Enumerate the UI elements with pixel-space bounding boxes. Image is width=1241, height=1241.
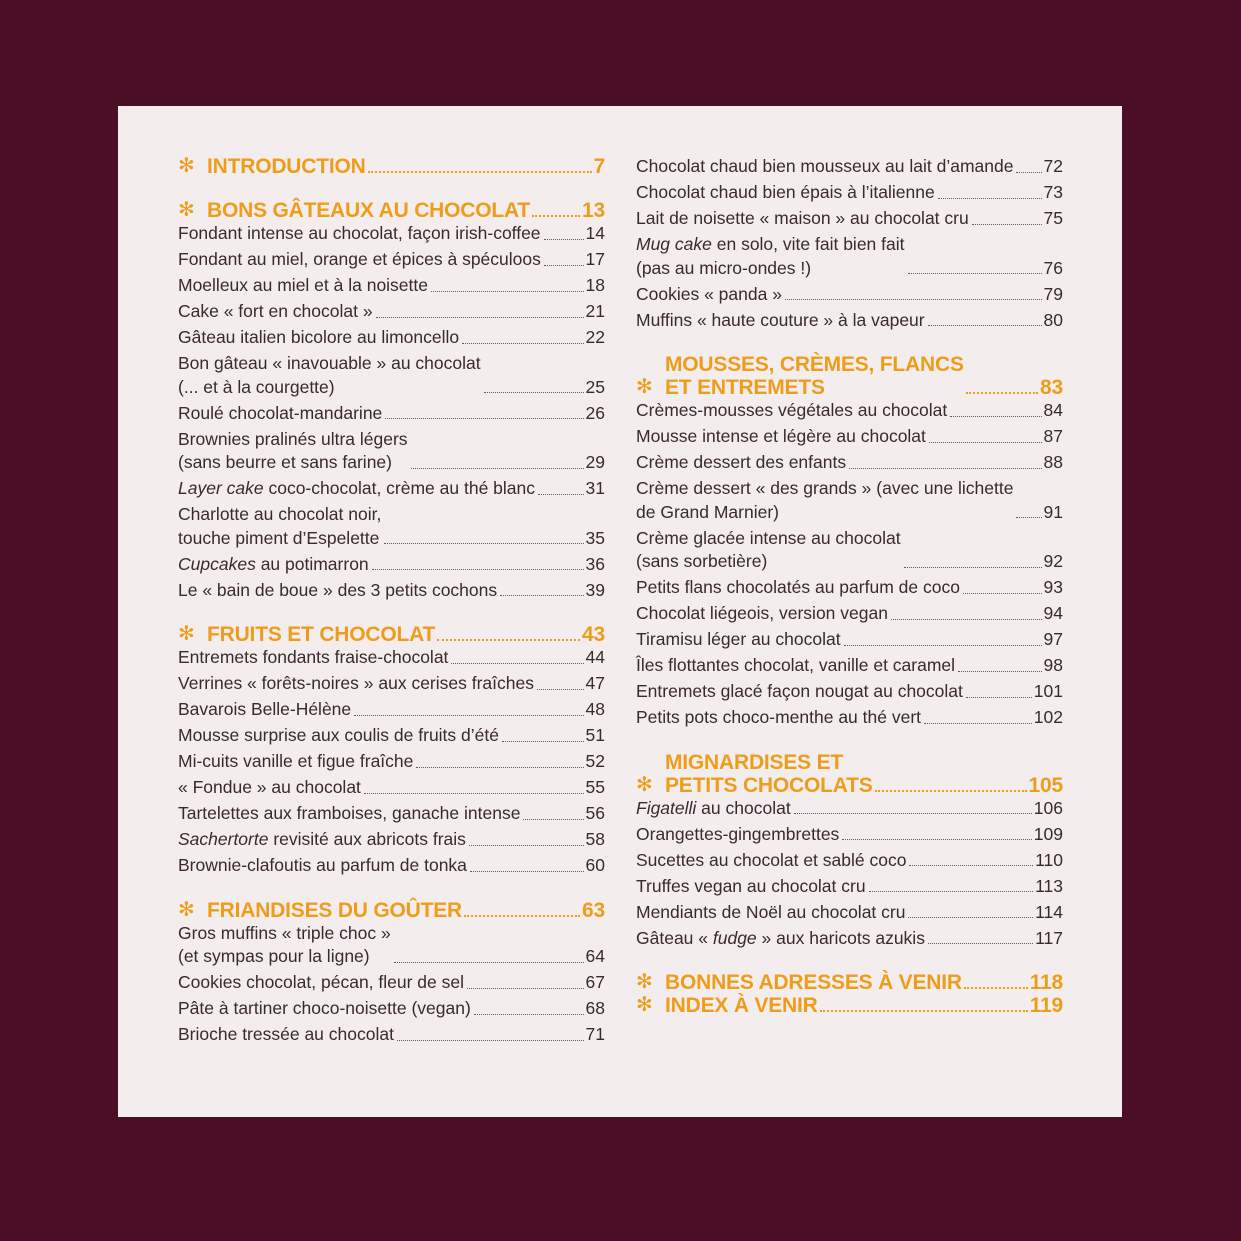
entry-label-text: Gâteau italien bicolore au limoncello bbox=[178, 327, 460, 347]
entry-label bbox=[178, 248, 541, 272]
entry-page-number: 68 bbox=[585, 998, 605, 1018]
entry-page-number: 36 bbox=[585, 553, 605, 574]
toc-entry[interactable] bbox=[178, 553, 605, 577]
section-page-number: 83 bbox=[1040, 376, 1063, 399]
entry-page-number: 94 bbox=[1043, 603, 1063, 623]
entry-label bbox=[636, 602, 888, 626]
dot-leader bbox=[394, 962, 584, 963]
entry-page-number: 110 bbox=[1035, 849, 1063, 870]
dot-leader bbox=[904, 567, 1042, 568]
dot-leader bbox=[972, 224, 1042, 225]
entry-label-text: Crème dessert « des grands » (avec une lichette de Grand Marnier) bbox=[636, 478, 1014, 522]
toc-entry[interactable] bbox=[178, 428, 605, 475]
entry-label-text: Bavarois Belle-Hélène bbox=[178, 699, 352, 719]
toc-entry[interactable] bbox=[178, 698, 605, 722]
toc-entry[interactable] bbox=[636, 797, 1063, 821]
dot-leader bbox=[794, 813, 1032, 814]
entry-label bbox=[636, 706, 921, 730]
section-title: MOUSSES, CRÈMES, FLANCS ET ENTREMETS bbox=[665, 353, 964, 399]
dot-leader bbox=[909, 865, 1033, 866]
toc-entry[interactable] bbox=[178, 1023, 605, 1047]
entry-label bbox=[636, 451, 846, 475]
toc-right-column bbox=[636, 155, 1063, 1038]
entry-page-number: 18 bbox=[585, 275, 605, 295]
dot-leader bbox=[484, 392, 584, 393]
entry-label-text: Crème glacée intense au chocolat (sans sorbetière) bbox=[636, 527, 901, 571]
entry-label-text: Verrines « forêts-noires » aux cerises fraîches bbox=[178, 673, 534, 693]
section-page-number: 105 bbox=[1028, 773, 1063, 797]
section-heading[interactable] bbox=[636, 353, 1063, 399]
entry-label bbox=[178, 579, 497, 603]
entry-page-number: 113 bbox=[1035, 875, 1063, 896]
toc-entry[interactable] bbox=[636, 823, 1063, 847]
dot-leader bbox=[470, 871, 584, 872]
entry-page-number: 56 bbox=[585, 803, 605, 823]
entry-label-text: Entremets glacé façon nougat au chocolat bbox=[636, 681, 963, 701]
toc-section bbox=[178, 899, 605, 1047]
toc-entry[interactable] bbox=[636, 654, 1063, 678]
entry-label-text: au chocolat bbox=[696, 797, 791, 818]
entry-label-text: Pâte à tartiner choco-noisette (vegan) bbox=[178, 998, 471, 1018]
entry-label bbox=[178, 477, 535, 501]
toc-entry[interactable] bbox=[636, 233, 1063, 280]
dot-leader bbox=[966, 697, 1032, 698]
entry-page-number: 91 bbox=[1043, 501, 1063, 522]
asterisk-icon: ✻ bbox=[178, 623, 195, 645]
toc-entry[interactable] bbox=[178, 854, 605, 878]
entry-label bbox=[178, 672, 534, 696]
toc-entry[interactable] bbox=[178, 802, 605, 826]
entry-label-text: Charlotte au chocolat noir, touche piment d’Espelette bbox=[178, 504, 382, 548]
entry-label bbox=[636, 207, 969, 231]
dot-leader bbox=[908, 917, 1033, 918]
asterisk-icon: ✻ bbox=[636, 994, 653, 1016]
entry-label-text: Îles flottantes chocolat, vanille et caramel bbox=[636, 655, 956, 675]
toc-entry[interactable] bbox=[178, 402, 605, 426]
entry-label-text: Bon gâteau « inavouable » au chocolat (... et à la courgette) bbox=[178, 353, 481, 397]
entry-label-text: Brownies pralinés ultra légers (sans beurre et sans farine) bbox=[178, 428, 408, 472]
dot-leader bbox=[958, 671, 1041, 672]
entry-label bbox=[178, 402, 382, 426]
entry-page-number: 31 bbox=[585, 478, 605, 498]
entry-page-number: 98 bbox=[1043, 655, 1063, 675]
entry-label-text: Cookies « panda » bbox=[636, 283, 782, 304]
entry-label-italic: Sachertorte bbox=[178, 829, 269, 849]
dot-leader bbox=[849, 468, 1041, 469]
asterisk-icon: ✻ bbox=[178, 199, 195, 221]
section-heading[interactable] bbox=[178, 155, 605, 178]
dot-leader bbox=[929, 442, 1042, 443]
entry-page-number: 80 bbox=[1043, 309, 1063, 330]
entry-label bbox=[178, 750, 413, 774]
dot-leader bbox=[950, 416, 1041, 417]
entry-label-text: au potimarron bbox=[255, 553, 369, 574]
dot-leader bbox=[1016, 172, 1041, 173]
entry-label bbox=[636, 477, 1013, 524]
toc-entry[interactable] bbox=[636, 628, 1063, 652]
entry-label-text: Orangettes-gingembrettes bbox=[636, 823, 840, 844]
dot-leader bbox=[376, 317, 584, 318]
toc-entry[interactable] bbox=[636, 875, 1063, 899]
toc-section bbox=[178, 623, 605, 878]
toc-entry[interactable] bbox=[178, 750, 605, 774]
entry-label-text: Le « bain de boue » des 3 petits cochons bbox=[178, 579, 498, 600]
entry-label-text: « Fondue » au chocolat bbox=[178, 777, 361, 797]
entry-label bbox=[636, 901, 905, 925]
asterisk-icon: ✻ bbox=[636, 773, 653, 796]
section-page-number: 119 bbox=[1029, 994, 1063, 1017]
section-title: FRIANDISES DU GOÛTER bbox=[207, 898, 463, 922]
entry-label-text: Petits pots choco-menthe au thé vert bbox=[636, 707, 922, 727]
dot-leader bbox=[844, 645, 1042, 646]
dot-leader bbox=[502, 741, 584, 742]
toc-entry[interactable] bbox=[178, 300, 605, 324]
entry-label bbox=[178, 724, 499, 748]
toc-entry[interactable] bbox=[178, 922, 605, 969]
dot-leader bbox=[963, 593, 1042, 594]
dot-leader bbox=[785, 299, 1042, 300]
section-heading[interactable] bbox=[636, 751, 1063, 797]
entry-label-text: Entremets fondants fraise-chocolat bbox=[178, 647, 449, 667]
entry-label-text: Petits flans chocolatés au parfum de coco bbox=[636, 577, 960, 597]
entry-label bbox=[178, 1023, 394, 1047]
entry-label-text: en solo, vite fait bien fait (pas au micro-ondes !) bbox=[636, 234, 905, 278]
section-page-number: 63 bbox=[582, 898, 605, 922]
section-page-number: 7 bbox=[593, 155, 605, 178]
section-title: INTRODUCTION bbox=[207, 155, 366, 178]
entry-label bbox=[636, 927, 925, 951]
entry-page-number: 97 bbox=[1043, 629, 1063, 649]
toc-entry[interactable] bbox=[178, 248, 605, 272]
entry-page-number: 51 bbox=[585, 725, 605, 745]
entry-label-text: Cake « fort en chocolat » bbox=[178, 301, 373, 321]
entry-page-number: 71 bbox=[585, 1024, 605, 1044]
dot-leader bbox=[437, 639, 580, 641]
section-page-number: 13 bbox=[582, 199, 605, 222]
toc-entry[interactable] bbox=[636, 576, 1063, 600]
entry-label bbox=[178, 274, 428, 298]
entry-label-text: coco-chocolat, crème au thé blanc bbox=[263, 478, 536, 498]
toc-entry[interactable] bbox=[636, 706, 1063, 730]
entry-label-text: Muffins « haute couture » à la vapeur bbox=[636, 309, 925, 330]
dot-leader bbox=[397, 1040, 584, 1041]
dot-leader bbox=[431, 291, 584, 292]
entry-page-number: 55 bbox=[585, 777, 605, 797]
entry-page-number: 92 bbox=[1043, 551, 1063, 571]
section-page-number: 43 bbox=[582, 623, 605, 646]
section-heading[interactable] bbox=[178, 899, 605, 922]
toc-entry[interactable] bbox=[178, 326, 605, 350]
toc-entry[interactable] bbox=[178, 579, 605, 603]
entry-page-number: 44 bbox=[585, 647, 605, 667]
toc-entry[interactable] bbox=[178, 352, 605, 399]
entry-label bbox=[178, 300, 373, 324]
toc-entry[interactable] bbox=[636, 309, 1063, 333]
entry-label-text: Crème dessert des enfants bbox=[636, 452, 847, 472]
dot-leader bbox=[928, 325, 1042, 326]
entry-label bbox=[636, 527, 901, 574]
entry-label-italic: Mug cake bbox=[636, 234, 712, 254]
entry-page-number: 109 bbox=[1033, 823, 1063, 844]
dot-leader bbox=[500, 595, 583, 596]
entry-page-number: 117 bbox=[1035, 927, 1063, 948]
entry-page-number: 76 bbox=[1043, 257, 1063, 278]
dot-leader bbox=[908, 273, 1042, 274]
entry-label-text: Chocolat chaud bien épais à l’italienne bbox=[636, 182, 935, 202]
entry-page-number: 29 bbox=[585, 452, 605, 472]
entry-label-italic: Cupcakes bbox=[178, 553, 256, 574]
entry-label-text: Brioche tressée au chocolat bbox=[178, 1024, 394, 1044]
entry-label-italic: fudge bbox=[712, 927, 757, 948]
toc-entry[interactable] bbox=[636, 451, 1063, 475]
section-page-number: 118 bbox=[1029, 971, 1063, 994]
entry-label bbox=[636, 399, 947, 423]
entry-page-number: 101 bbox=[1033, 681, 1063, 701]
entry-label bbox=[636, 654, 955, 678]
toc-section bbox=[636, 971, 1063, 994]
entry-label bbox=[178, 503, 381, 550]
entry-page-number: 39 bbox=[585, 579, 605, 600]
entry-page-number: 48 bbox=[585, 699, 605, 719]
toc-entry[interactable] bbox=[636, 680, 1063, 704]
entry-label bbox=[178, 828, 466, 852]
toc-entry[interactable] bbox=[178, 672, 605, 696]
entry-page-number: 64 bbox=[585, 946, 605, 966]
dot-leader bbox=[924, 723, 1032, 724]
section-title: BONNES ADRESSES À VENIR bbox=[665, 971, 962, 994]
toc-entry[interactable] bbox=[636, 602, 1063, 626]
entry-label-text: Truffes vegan au chocolat cru bbox=[636, 875, 866, 896]
toc-entry[interactable] bbox=[636, 207, 1063, 231]
entry-page-number: 84 bbox=[1043, 400, 1063, 420]
dot-leader bbox=[416, 767, 583, 768]
entry-page-number: 75 bbox=[1043, 208, 1063, 228]
toc-section bbox=[636, 353, 1063, 730]
entry-label bbox=[178, 802, 520, 826]
entry-label-text: Roulé chocolat-mandarine bbox=[178, 402, 383, 423]
toc-section bbox=[178, 199, 605, 602]
entry-label bbox=[636, 849, 906, 873]
entry-page-number: 25 bbox=[585, 376, 605, 397]
dot-leader bbox=[891, 619, 1042, 620]
toc-entry[interactable] bbox=[636, 849, 1063, 873]
entry-label-text: Fondant au miel, orange et épices à spéculoos bbox=[178, 249, 541, 269]
dot-leader bbox=[964, 987, 1028, 989]
toc-entry[interactable] bbox=[178, 503, 605, 550]
dot-leader bbox=[523, 819, 583, 820]
entry-page-number: 79 bbox=[1043, 283, 1063, 304]
entry-label bbox=[636, 576, 960, 600]
entry-label bbox=[178, 646, 448, 670]
entry-label-italic: Layer cake bbox=[178, 478, 264, 498]
dot-leader bbox=[966, 392, 1038, 394]
entry-label-text: Chocolat chaud bien mousseux au lait d’amande bbox=[636, 156, 1014, 176]
entry-label-text: Chocolat liégeois, version vegan bbox=[636, 603, 888, 623]
toc-entry[interactable] bbox=[636, 927, 1063, 951]
toc-entry[interactable] bbox=[178, 646, 605, 670]
entry-label bbox=[636, 823, 839, 847]
toc-entry[interactable] bbox=[178, 222, 605, 246]
dot-leader bbox=[938, 198, 1042, 199]
toc-section bbox=[178, 155, 605, 178]
dot-leader bbox=[532, 215, 580, 217]
asterisk-icon: ✻ bbox=[636, 376, 653, 398]
toc-entry[interactable] bbox=[178, 828, 605, 852]
entry-page-number: 106 bbox=[1033, 797, 1063, 818]
toc-entry[interactable] bbox=[178, 776, 605, 800]
dot-leader bbox=[451, 663, 583, 664]
entry-page-number: 72 bbox=[1043, 156, 1063, 176]
entry-page-number: 60 bbox=[585, 855, 605, 875]
dot-leader bbox=[544, 239, 584, 240]
entry-label-text: Gâteau « bbox=[636, 927, 713, 948]
entry-label-text: Mendiants de Noël au chocolat cru bbox=[636, 901, 906, 922]
section-title: BONS GÂTEAUX AU CHOCOLAT bbox=[207, 199, 531, 222]
dot-leader bbox=[875, 790, 1027, 792]
entry-page-number: 87 bbox=[1043, 426, 1063, 446]
entry-label bbox=[178, 326, 459, 350]
entry-label bbox=[636, 875, 866, 899]
entry-label-text: Crèmes-mousses végétales au chocolat bbox=[636, 400, 948, 420]
entry-label bbox=[178, 553, 369, 577]
entry-label bbox=[636, 628, 841, 652]
entry-label bbox=[178, 971, 464, 995]
section-title: INDEX À VENIR bbox=[665, 994, 818, 1017]
dot-leader bbox=[820, 1010, 1028, 1012]
entry-label bbox=[636, 181, 935, 205]
asterisk-icon: ✻ bbox=[178, 898, 195, 921]
entry-label-text: Lait de noisette « maison » au chocolat cru bbox=[636, 208, 969, 228]
entry-label-text: Cookies chocolat, pécan, fleur de sel bbox=[178, 972, 464, 992]
entry-label-text: Tartelettes aux framboises, ganache intense bbox=[178, 803, 521, 823]
entry-label-text: revisité aux abricots frais bbox=[268, 829, 466, 849]
dot-leader bbox=[354, 715, 583, 716]
entry-label bbox=[636, 233, 905, 280]
entry-label-text: Moelleux au miel et à la noisette bbox=[178, 275, 428, 295]
entry-page-number: 47 bbox=[585, 673, 605, 693]
dot-leader bbox=[384, 543, 583, 544]
entry-label bbox=[636, 155, 1013, 179]
dot-leader bbox=[372, 569, 584, 570]
dot-leader bbox=[469, 845, 584, 846]
section-heading[interactable] bbox=[636, 971, 1063, 994]
entry-page-number: 22 bbox=[585, 327, 605, 347]
entry-page-number: 73 bbox=[1043, 182, 1063, 202]
section-heading[interactable] bbox=[636, 994, 1063, 1017]
entry-page-number: 58 bbox=[585, 829, 605, 849]
entry-label-text: » aux haricots azukis bbox=[756, 927, 925, 948]
dot-leader bbox=[462, 343, 583, 344]
dot-leader bbox=[1016, 517, 1041, 518]
entry-label bbox=[636, 680, 963, 704]
entry-label bbox=[636, 283, 782, 307]
entry-page-number: 14 bbox=[585, 223, 605, 243]
entry-label-text: Mousse intense et légère au chocolat bbox=[636, 426, 926, 446]
toc-entry[interactable] bbox=[636, 901, 1063, 925]
entry-page-number: 21 bbox=[585, 301, 605, 321]
dot-leader bbox=[385, 418, 583, 419]
section-title: MIGNARDISES ET PETITS CHOCOLATS bbox=[665, 750, 873, 797]
asterisk-icon: ✻ bbox=[178, 155, 195, 177]
dot-leader bbox=[544, 265, 584, 266]
toc-section bbox=[636, 155, 1063, 332]
toc-entry[interactable] bbox=[178, 997, 605, 1021]
entry-label-italic: Figatelli bbox=[636, 797, 697, 818]
dot-leader bbox=[368, 171, 592, 173]
entry-label-text: Gros muffins « triple choc » (et sympas pour la ligne) bbox=[178, 922, 391, 966]
entry-label bbox=[178, 997, 471, 1021]
entry-label-text: Brownie-clafoutis au parfum de tonka bbox=[178, 855, 467, 875]
section-title: FRUITS ET CHOCOLAT bbox=[207, 623, 436, 646]
entry-label bbox=[178, 922, 391, 969]
entry-label bbox=[178, 222, 541, 246]
toc-entry[interactable] bbox=[178, 724, 605, 748]
toc-entry[interactable] bbox=[636, 527, 1063, 574]
entry-page-number: 35 bbox=[585, 527, 605, 548]
entry-label-text: Sucettes au chocolat et sablé coco bbox=[636, 849, 907, 870]
toc-entry[interactable] bbox=[636, 399, 1063, 423]
entry-page-number: 114 bbox=[1035, 901, 1063, 922]
toc-entry[interactable] bbox=[636, 155, 1063, 179]
entry-label bbox=[178, 428, 408, 475]
toc-section bbox=[636, 994, 1063, 1017]
entry-page-number: 88 bbox=[1043, 452, 1063, 472]
entry-label-text: Mousse surprise aux coulis de fruits d’été bbox=[178, 725, 499, 745]
entry-label bbox=[636, 425, 926, 449]
entry-label bbox=[178, 854, 467, 878]
section-heading[interactable] bbox=[178, 623, 605, 646]
entry-page-number: 102 bbox=[1033, 707, 1063, 727]
entry-label bbox=[636, 309, 925, 333]
dot-leader bbox=[842, 839, 1031, 840]
entry-label bbox=[178, 352, 481, 399]
entry-page-number: 52 bbox=[585, 751, 605, 771]
section-heading[interactable] bbox=[178, 199, 605, 222]
entry-label bbox=[636, 797, 791, 821]
toc-entry[interactable] bbox=[636, 477, 1063, 524]
entry-label-text: Tiramisu léger au chocolat bbox=[636, 629, 841, 649]
dot-leader bbox=[364, 793, 584, 794]
dot-leader bbox=[928, 943, 1033, 944]
dot-leader bbox=[869, 891, 1034, 892]
toc-entry[interactable] bbox=[636, 181, 1063, 205]
entry-page-number: 26 bbox=[585, 402, 605, 423]
entry-page-number: 67 bbox=[585, 972, 605, 992]
toc-left-column bbox=[178, 155, 605, 1068]
toc-entry[interactable] bbox=[636, 425, 1063, 449]
dot-leader bbox=[467, 988, 584, 989]
entry-label-text: Mi-cuits vanille et figue fraîche bbox=[178, 751, 414, 771]
dot-leader bbox=[411, 468, 584, 469]
dot-leader bbox=[537, 689, 584, 690]
asterisk-icon: ✻ bbox=[636, 971, 653, 993]
dot-leader bbox=[538, 494, 584, 495]
entry-label-text: Fondant intense au chocolat, façon irish-coffee bbox=[178, 223, 541, 243]
toc-section bbox=[636, 751, 1063, 951]
entry-label bbox=[178, 776, 361, 800]
entry-page-number: 17 bbox=[585, 249, 605, 269]
toc-entry[interactable] bbox=[178, 971, 605, 995]
dot-leader bbox=[474, 1014, 584, 1015]
toc-entry[interactable] bbox=[636, 283, 1063, 307]
entry-label bbox=[178, 698, 351, 722]
entry-page-number: 93 bbox=[1043, 577, 1063, 597]
toc-entry[interactable] bbox=[178, 274, 605, 298]
toc-entry[interactable] bbox=[178, 477, 605, 501]
dot-leader bbox=[464, 915, 580, 917]
